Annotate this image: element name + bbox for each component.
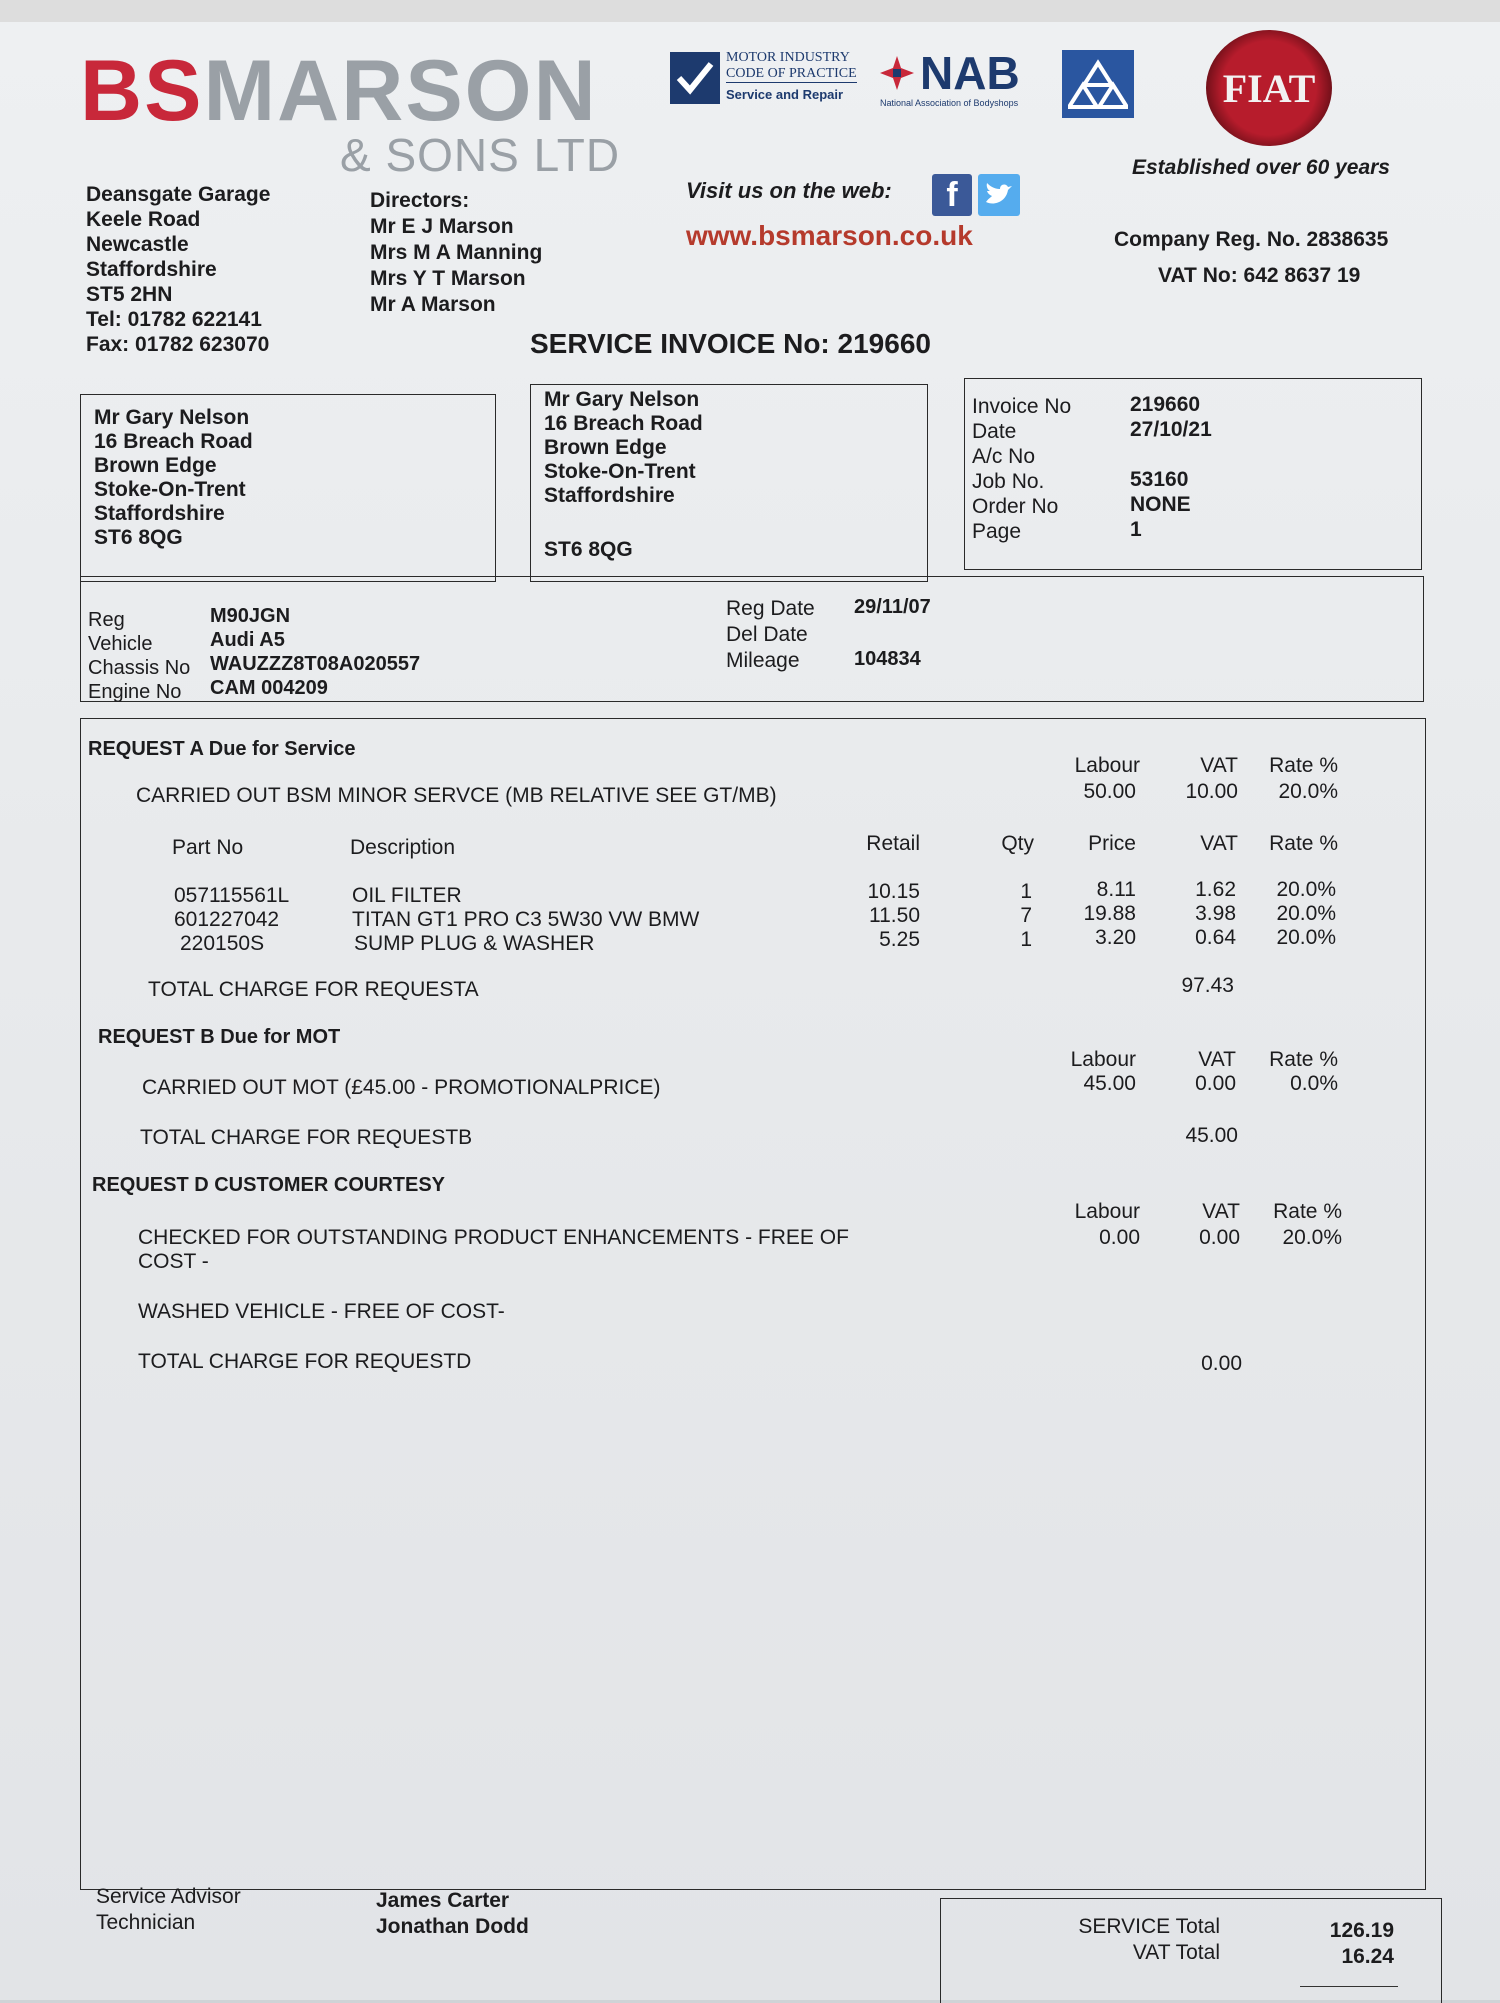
rate-header: Rate % xyxy=(1269,754,1338,777)
fax-text: Fax: 01782 623070 xyxy=(86,333,270,356)
parts-header-partno: Part No xyxy=(172,836,244,859)
staff-names xyxy=(376,1888,529,1940)
info-label: Order No xyxy=(972,495,1059,518)
part-retail: 10.15 xyxy=(867,880,920,903)
vat-value: 0.00 xyxy=(1195,1072,1236,1095)
part-description: TITAN GT1 PRO C3 5W30 VW BMW xyxy=(352,908,700,931)
address-line: Staffordshire xyxy=(544,484,675,507)
request-a-total-value: 97.43 xyxy=(1181,974,1234,997)
top-paper-edge xyxy=(0,0,1500,22)
address-line: Mr Gary Nelson xyxy=(94,406,250,429)
service-advisor-name: James Carter xyxy=(376,1889,510,1912)
vat-header: VAT xyxy=(1202,1200,1240,1223)
work-description: CARRIED OUT BSM MINOR SERVCE (MB RELATIVE SEE GT/MB) xyxy=(136,784,777,807)
part-qty: 7 xyxy=(1020,904,1032,927)
company-address xyxy=(86,182,270,357)
part-qty: 1 xyxy=(1020,928,1032,951)
nab-star-icon xyxy=(878,54,916,92)
address-line: Brown Edge xyxy=(94,454,217,477)
info-value: 1 xyxy=(1130,518,1142,541)
info-value: 53160 xyxy=(1130,468,1189,491)
staff-labels xyxy=(96,1884,241,1936)
tel-text: Tel: 01782 622141 xyxy=(86,308,262,331)
company-logo xyxy=(80,43,598,139)
part-price: 19.88 xyxy=(1083,902,1136,925)
vehicle-value: 29/11/07 xyxy=(854,596,931,618)
nab-logo: NAB xyxy=(920,47,1020,99)
work-description: CARRIED OUT MOT (£45.00 - PROMOTIONALPRICE) xyxy=(142,1076,661,1099)
address-line: Brown Edge xyxy=(544,436,667,459)
info-label: Job No. xyxy=(972,470,1045,493)
logo-bs-text: BS xyxy=(80,43,204,139)
service-total-value: 126.19 xyxy=(1329,1919,1394,1942)
request-b-heading: REQUEST B Due for MOT xyxy=(98,1026,341,1048)
rate-header: Rate % xyxy=(1269,1048,1338,1071)
address-line: Mr Gary Nelson xyxy=(544,388,700,411)
parts-header-description: Description xyxy=(350,836,456,859)
director-name: Mr A Marson xyxy=(370,293,496,316)
vat-header: VAT xyxy=(1200,754,1238,777)
invoice-info-values xyxy=(1130,392,1212,542)
vehicle-value xyxy=(854,620,931,646)
request-a-total-label: TOTAL CHARGE FOR REQUESTA xyxy=(148,978,479,1001)
vehicle-value: M90JGN xyxy=(210,605,291,627)
part-price: 3.20 xyxy=(1095,926,1136,949)
part-rate: 20.0% xyxy=(1276,902,1336,925)
parts-header-price: Price xyxy=(1088,832,1136,855)
logo-sons-text: & SONS LTD xyxy=(340,129,621,181)
director-name: Mrs M A Manning xyxy=(370,241,543,264)
labour-value: 50.00 xyxy=(1083,780,1136,803)
rate-value: 20.0% xyxy=(1282,1226,1342,1249)
company-reg: Company Reg. No. 2838635 xyxy=(1114,228,1389,251)
vehicle-label: Mileage xyxy=(726,649,800,672)
visit-label: Visit us on the web: xyxy=(686,178,892,203)
vehicle-values xyxy=(210,604,420,700)
part-rate: 20.0% xyxy=(1276,878,1336,901)
parts-header-qty: Qty xyxy=(1001,832,1034,855)
director-name: Mr E J Marson xyxy=(370,215,514,238)
mi-line1: MOTOR INDUSTRY xyxy=(726,50,850,65)
address-line: ST5 2HN xyxy=(86,283,173,306)
part-rate: 20.0% xyxy=(1276,926,1336,949)
address-line: Staffordshire xyxy=(94,502,225,525)
work-description: CHECKED FOR OUTSTANDING PRODUCT ENHANCEMENTS - FREE OF xyxy=(138,1226,849,1249)
vehicle-label: Reg Date xyxy=(726,597,815,620)
established-text: Established over 60 years xyxy=(1132,156,1390,179)
part-qty: 1 xyxy=(1020,880,1032,903)
vehicle-label: Del Date xyxy=(726,623,808,646)
director-name: Mrs Y T Marson xyxy=(370,267,526,290)
info-label: Invoice No xyxy=(972,395,1072,418)
page-title: SERVICE INVOICE No: 219660 xyxy=(530,328,931,359)
vehicle-label: Engine No xyxy=(88,681,182,703)
part-no: 601227042 xyxy=(174,908,280,931)
totals-values xyxy=(1290,1918,1394,1970)
totals-underline xyxy=(1300,1986,1398,1987)
address-line: ST6 8QG xyxy=(94,526,183,549)
mi-line3: Service and Repair xyxy=(726,87,844,102)
address-line: Stoke-On-Trent xyxy=(94,478,246,501)
part-description: OIL FILTER xyxy=(352,884,462,907)
part-retail: 11.50 xyxy=(869,904,920,927)
parts-header-vat: VAT xyxy=(1200,832,1238,855)
request-d-total-label: TOTAL CHARGE FOR REQUESTD xyxy=(138,1350,472,1373)
website-link[interactable]: www.bsmarson.co.uk xyxy=(686,220,973,251)
rate-value: 0.0% xyxy=(1290,1072,1338,1095)
info-value: NONE xyxy=(1130,493,1191,516)
info-value: 219660 xyxy=(1130,393,1201,416)
logo-marson-text: MARSON xyxy=(203,43,598,139)
nab-subtitle: National Association of Bodyshops xyxy=(880,98,1019,108)
labour-header: Labour xyxy=(1074,1200,1140,1223)
invoice-info-labels xyxy=(972,394,1071,544)
part-vat: 1.62 xyxy=(1195,878,1236,901)
address-line: 16 Breach Road xyxy=(544,412,703,435)
mot-triangles-icon xyxy=(1062,50,1134,118)
fiat-logo-text: FIAT xyxy=(1222,65,1316,111)
part-vat: 0.64 xyxy=(1195,926,1236,949)
vat-total-value: 16.24 xyxy=(1341,1945,1394,1968)
address-line: 16 Breach Road xyxy=(94,430,253,453)
delivery-address xyxy=(544,388,703,508)
rate-value: 20.0% xyxy=(1278,780,1338,803)
address-line: Deansgate Garage xyxy=(86,183,271,206)
work-description: WASHED VEHICLE - FREE OF COST- xyxy=(138,1300,505,1323)
directors-label: Directors: xyxy=(370,189,470,212)
facebook-icon[interactable]: f xyxy=(932,174,972,216)
labour-value: 45.00 xyxy=(1083,1072,1136,1095)
vehicle-label: Chassis No xyxy=(88,657,191,679)
vehicle-value: WAUZZZ8T08A020557 xyxy=(210,653,421,675)
motor-industry-badge xyxy=(726,50,857,102)
address-line: Stoke-On-Trent xyxy=(544,460,696,483)
vehicle-value: 104834 xyxy=(854,648,921,670)
vehicle-labels xyxy=(88,608,190,704)
request-d-total-value: 0.00 xyxy=(1201,1352,1242,1375)
mi-line2: CODE OF PRACTICE xyxy=(726,66,857,81)
vehicle-right-labels xyxy=(726,596,815,674)
labour-header: Labour xyxy=(1074,754,1140,777)
parts-header-rate: Rate % xyxy=(1269,832,1338,855)
vat-total-label: VAT Total xyxy=(1132,1941,1220,1964)
vat-value: 0.00 xyxy=(1199,1226,1240,1249)
vehicle-value: Audi A5 xyxy=(210,629,285,651)
vat-header: VAT xyxy=(1198,1048,1236,1071)
vehicle-value: CAM 004209 xyxy=(210,677,328,699)
check-badge-icon xyxy=(670,52,720,104)
info-label: Page xyxy=(972,520,1022,543)
address-line: Keele Road xyxy=(86,208,201,231)
fiat-logo-icon xyxy=(1206,30,1332,146)
info-value: 27/10/21 xyxy=(1130,418,1212,441)
vat-value: 10.00 xyxy=(1185,780,1238,803)
part-no: 057115561L xyxy=(174,884,290,907)
request-b-total-value: 45.00 xyxy=(1185,1124,1238,1147)
info-label: Date xyxy=(972,420,1017,443)
rate-header: Rate % xyxy=(1273,1200,1342,1223)
part-price: 8.11 xyxy=(1096,878,1136,901)
vehicle-right-values xyxy=(854,594,931,672)
info-label: A/c No xyxy=(972,445,1036,468)
directors-block xyxy=(370,188,542,318)
technician-name: Jonathan Dodd xyxy=(376,1915,529,1938)
part-description: SUMP PLUG & WASHER xyxy=(354,932,595,955)
address-line: Staffordshire xyxy=(86,258,217,281)
labour-header: Labour xyxy=(1070,1048,1136,1071)
service-total-label: SERVICE Total xyxy=(1078,1915,1220,1938)
vat-number: VAT No: 642 8637 19 xyxy=(1158,264,1361,287)
part-no: 220150S xyxy=(180,932,265,955)
part-vat: 3.98 xyxy=(1195,902,1236,925)
totals-labels xyxy=(1030,1914,1220,1966)
request-b-total-label: TOTAL CHARGE FOR REQUESTB xyxy=(140,1126,473,1149)
delivery-postcode: ST6 8QG xyxy=(544,538,633,561)
technician-label: Technician xyxy=(96,1911,196,1934)
work-description-cont: COST - xyxy=(138,1250,209,1273)
part-retail: 5.25 xyxy=(879,928,920,951)
labour-value: 0.00 xyxy=(1099,1226,1140,1249)
vehicle-label: Vehicle xyxy=(88,633,153,655)
request-d-heading: REQUEST D CUSTOMER COURTESY xyxy=(92,1174,445,1196)
service-advisor-label: Service Advisor xyxy=(96,1885,241,1908)
address-line: Newcastle xyxy=(86,233,189,256)
customer-address xyxy=(94,406,253,550)
parts-header-retail: Retail xyxy=(866,832,920,855)
info-value xyxy=(1130,442,1212,467)
request-a-heading: REQUEST A Due for Service xyxy=(88,738,356,760)
twitter-icon[interactable] xyxy=(978,174,1020,216)
vehicle-label: Reg xyxy=(88,609,125,631)
